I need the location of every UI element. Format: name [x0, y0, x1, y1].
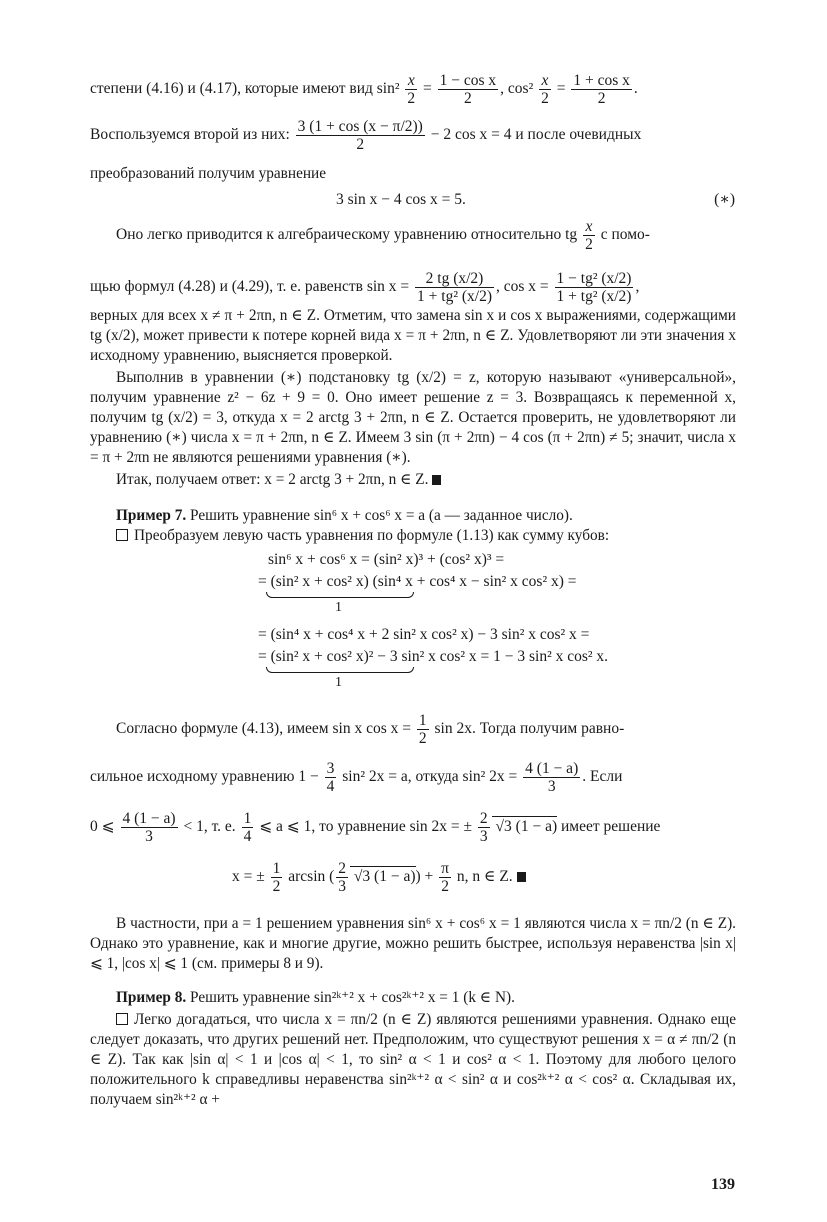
denominator: 3 [479, 828, 488, 845]
numerator: 1 + cos x [573, 72, 630, 89]
numerator: 4 (1 − a) [525, 760, 579, 777]
fraction [271, 860, 283, 895]
numerator: 1 [272, 860, 281, 877]
denominator: 2 [464, 90, 472, 107]
text: сильное исходному уравнению 1 − [90, 768, 323, 786]
numerator: x [405, 72, 417, 90]
equation-star: 3 sin x − 4 cos x = 5. [336, 191, 466, 208]
text: ) + [415, 868, 438, 886]
text: = [552, 80, 570, 98]
text: n, n ∈ Z. [452, 868, 513, 886]
text: Решить уравнение sin⁶ x + cos⁶ x = a (a — заданное число). [186, 507, 573, 524]
page-number: 139 [711, 1176, 735, 1193]
text: − 2 cos x = 4 и после очевидных [426, 126, 642, 144]
denominator: 2 [597, 90, 606, 107]
denominator: 4 [243, 828, 252, 845]
denominator: 2 [541, 90, 549, 107]
fraction [555, 270, 634, 305]
example-title: Пример 7. [116, 507, 187, 524]
square-root: √3 (1 − a) [491, 818, 558, 836]
text: Воспользуемся второй из них: [90, 126, 294, 144]
denominator: 2 [585, 236, 593, 253]
underbrace [266, 592, 414, 598]
denominator: 2 [441, 878, 449, 895]
numerator: 4 (1 − a) [122, 810, 176, 827]
denominator: 2 [407, 90, 416, 107]
fraction [296, 118, 425, 153]
math-line-2: = (sin² x + cos² x) (sin⁴ x + cos⁴ x − sin² x cos² x) = [258, 573, 577, 590]
text: Решить уравнение sin²ᵏ⁺² x + cos²ᵏ⁺² x = 1 (k ∈ N). [186, 989, 515, 1006]
text-line-1 [90, 72, 638, 107]
text: , cos² [500, 80, 538, 98]
fraction [415, 270, 494, 305]
equation-tag: (∗) [714, 191, 735, 208]
numerator: 3 [326, 760, 335, 777]
text: . Если [582, 768, 623, 786]
paragraph-4: В частности, при a = 1 решением уравнения sin⁶ x + cos⁶ x = 1 являются числа x = πn/2 (n ∈ Z). Однако это уравнение, как и многие другие, можно решить быстрее, используя неравенства |sin x| ⩽ 1, |cos x| ⩽ 1 (см. примеры 8 и 9). [90, 915, 736, 972]
denominator: 1 + tg² (x/2) [417, 288, 492, 305]
text-line-7 [90, 760, 622, 795]
text: sin² 2x = a, откуда sin² 2x = [338, 768, 522, 786]
fraction [583, 218, 595, 253]
denominator: 2 [356, 136, 365, 153]
denominator: 3 [547, 778, 556, 795]
example-7-heading [90, 506, 736, 526]
fraction [405, 72, 417, 107]
fraction [523, 760, 580, 795]
text: степени (4.16) и (4.17), которые имеют вид sin² [90, 80, 404, 98]
text-line-4 [116, 218, 650, 253]
paragraph-2: Выполнив в уравнении (∗) подстановку tg (x/2) = z, которую называют «универсальной», получим уравнение z² − 6z + 9 = 0. Оно имеет решение z = 3. Возвращаясь к переменной x, получим tg (x/2) = 3, откуда x = 2 arctg 3 + 2πn, n ∈ Z. Остается проверить, не удовлетворяют ли уравнению (∗) числа x = π + 2πn, n ∈ Z. Имеем 3 sin (π + 2πn) − 4 cos (π + 2πn) ≠ 5; значит, числа x = π + 2πn не являются решениями уравнения (∗). [90, 369, 736, 466]
text: 0 ⩽ [90, 818, 119, 836]
example-title: Пример 8. [116, 989, 187, 1006]
text-line-6 [116, 712, 624, 747]
fraction [438, 72, 499, 107]
paragraph-1: верных для всех x ≠ π + 2πn, n ∈ Z. Отметим, что замена sin x и cos x выражениями, содержащими tg (x/2), может привести к потере корней вида x = π + 2πn, n ∈ Z. Удовлетворяют ли эти значения x исходному уравнению, выясняется проверкой. [90, 307, 736, 364]
denominator: 1 + tg² (x/2) [556, 288, 632, 305]
text-line-2 [90, 118, 641, 153]
text: щью формул (4.28) и (4.29), т. е. равенств sin x = [90, 278, 414, 296]
text: с помо- [596, 226, 650, 244]
fraction [336, 860, 348, 895]
solution-start-icon [116, 529, 128, 541]
math-line-1: sin⁶ x + cos⁶ x = (sin² x)³ + (cos² x)³ = [268, 551, 505, 568]
denominator: 2 [418, 730, 427, 747]
solution-equation [232, 860, 526, 895]
math-line-4: = (sin² x + cos² x)² − 3 sin² x cos² x = 1 − 3 sin² x cos² x. [258, 648, 609, 665]
numerator: x [583, 218, 595, 236]
example-8-solution [90, 1010, 736, 1110]
numerator: 1 [243, 810, 252, 827]
fraction [325, 760, 337, 795]
fraction [571, 72, 632, 107]
text: < 1, т. е. [179, 818, 240, 836]
text-line-8 [90, 810, 660, 845]
text: Согласно формуле (4.13), имеем sin x cos x = [116, 720, 415, 738]
numerator: 2 tg (x/2) [415, 270, 494, 288]
numerator: x [539, 72, 551, 90]
paragraph-3 [90, 470, 736, 490]
text: Оно легко приводится к алгебраическому уравнению относительно tg [116, 226, 582, 244]
underbrace-label: 1 [335, 675, 342, 690]
fraction [242, 810, 254, 845]
square-root: √3 (1 − a) [350, 868, 416, 886]
text: Преобразуем левую часть уравнения по формуле (1.13) как сумму кубов: [134, 527, 610, 544]
numerator: 1 [418, 712, 427, 729]
text: ⩽ a ⩽ 1, то уравнение sin 2x = ± [255, 818, 476, 836]
text: имеет решение [557, 818, 661, 836]
example-8-heading [90, 988, 736, 1008]
fraction [439, 860, 451, 895]
fraction [417, 712, 429, 747]
text-line-5 [90, 270, 639, 305]
text: Легко догадаться, что числа x = πn/2 (n ∈ Z) являются решениями уравнения. Однако еще следует доказать, что других решений нет. Предположим, что существуют решения x = α ≠ πn/2 (n ∈ Z). Так как |sin α| < 1 и |cos α| < 1, то sin² α < 1 и cos² α < 1. Поэтому для любого целого положительного k справедливы неравенства sin²ᵏ⁺² α < sin² α и cos²ᵏ⁺² α < cos² α. Складывая их, получаем sin²ᵏ⁺² α + [90, 1011, 736, 1108]
solution-start-icon [116, 1013, 128, 1025]
denominator: 3 [145, 828, 153, 845]
underbrace-label: 1 [335, 600, 342, 615]
text: arcsin ( [284, 868, 335, 886]
numerator: π [441, 860, 449, 877]
numerator: 3 (1 + cos (x − π/2)) [297, 118, 423, 135]
denominator: 3 [338, 878, 347, 895]
fraction [478, 810, 490, 845]
text: , cos x = [495, 278, 553, 296]
example-7-solution [90, 526, 736, 546]
text: = [419, 80, 436, 98]
math-line-3: = (sin⁴ x + cos⁴ x + 2 sin² x cos² x) − 3 sin² x cos² x = [258, 626, 590, 643]
text: x = ± [232, 868, 269, 886]
qed-icon [517, 872, 526, 882]
numerator: 1 − tg² (x/2) [556, 270, 632, 287]
denominator: 2 [272, 878, 281, 895]
text-line-3: преобразований получим уравнение [90, 165, 327, 182]
text: Итак, получаем ответ: x = 2 arctg 3 + 2πn, n ∈ Z. [116, 471, 429, 488]
denominator: 4 [326, 778, 335, 795]
qed-icon [432, 475, 441, 485]
fraction [539, 72, 551, 107]
text: , [635, 278, 640, 296]
numerator: 2 [479, 810, 488, 827]
numerator: 2 [338, 860, 347, 877]
text: . [633, 80, 638, 98]
fraction [121, 810, 178, 845]
numerator: 1 − cos x [439, 72, 497, 89]
text: sin 2x. Тогда получим равно- [430, 720, 625, 738]
underbrace [266, 667, 414, 673]
